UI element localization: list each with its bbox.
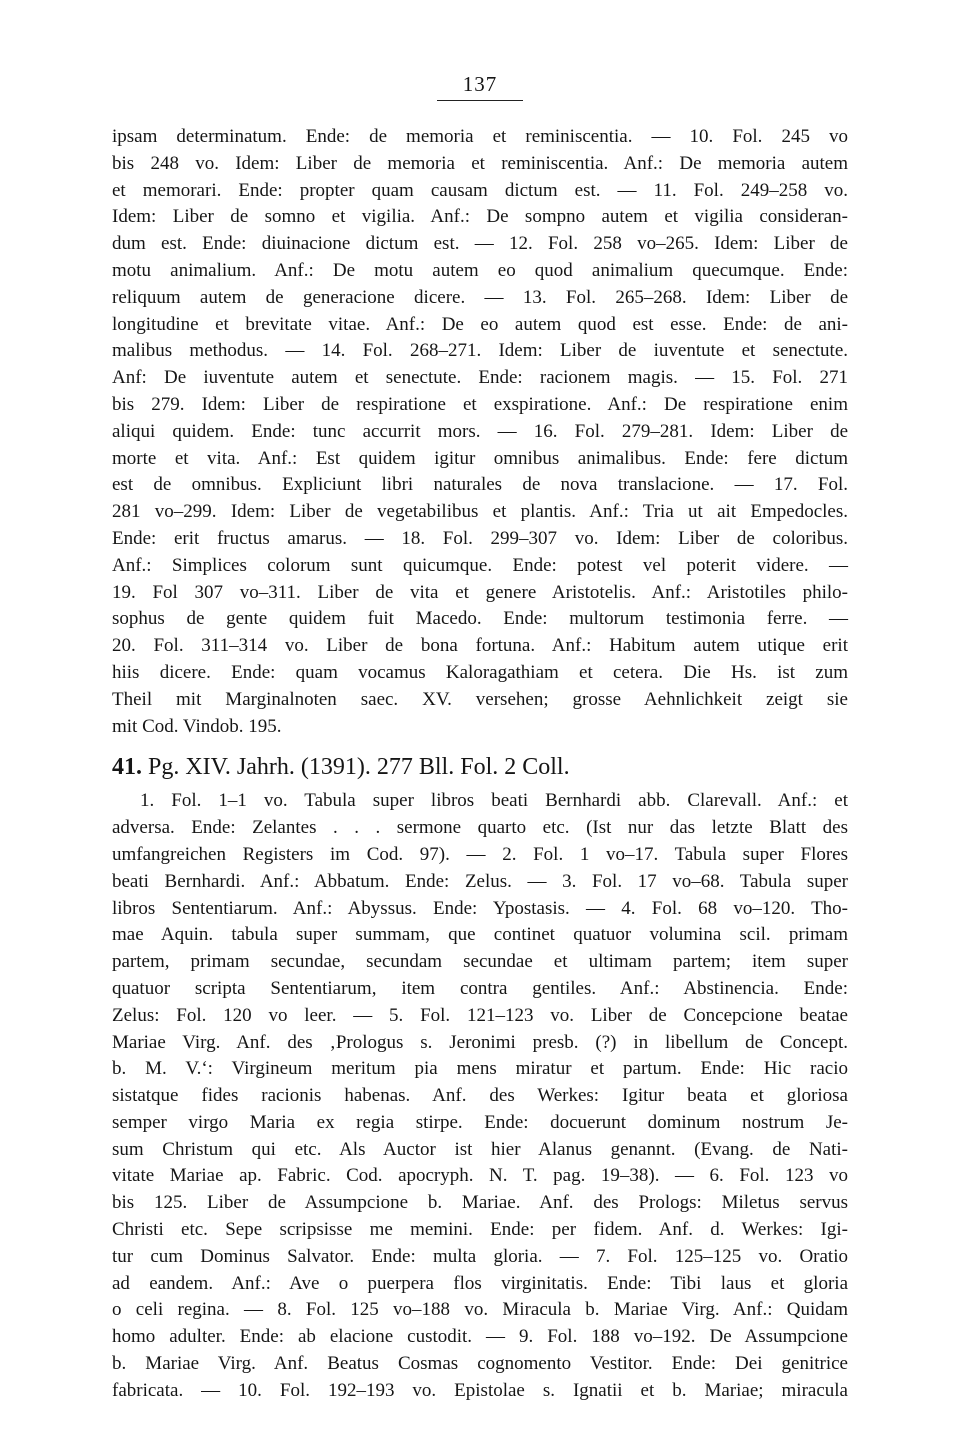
text-line: bis 279. Idem: Liber de respiratione et exspiratione. Anf.: De respiratione enim [112, 393, 848, 415]
text-line: semper virgo Maria ex regia stirpe. Ende: docuerunt dominum nostrum Je- [112, 1111, 848, 1133]
text-line-last: mit Cod. Vindob. 195. [112, 715, 282, 737]
text-line: Theil mit Marginalnoten saec. XV. versehen; grosse Aehnlichkeit zeigt sie [112, 688, 848, 710]
text-line: est de omnibus. Expliciunt libri naturales de nova translacione. — 17. Fol. [112, 474, 848, 496]
text-line: bis 125. Liber de Assumpcione b. Mariae. Anf. des Prologs: Miletus servus [112, 1192, 848, 1214]
manuscript-number: 41. [112, 754, 142, 781]
text-line: 281 vo–299. Idem: Liber de vegetabilibus et plantis. Anf.: Tria ut ait Empedocles. [112, 501, 848, 523]
manuscript-description: Pg. XIV. Jahrh. (1391). 277 Bll. Fol. 2 Coll. [148, 754, 570, 781]
text-line: hiis dicere. Ende: quam vocamus Kaloragathiam et cetera. Die Hs. ist zum [112, 661, 848, 683]
text-line: homo adulter. Ende: ab elacione custodit. — 9. Fol. 188 vo–192. De Assumpcione [112, 1326, 848, 1348]
text-line: Christi etc. Sepe scripsisse me memini. Ende: per fidem. Anf. d. Werkes: Igi- [112, 1219, 848, 1241]
text-line: sophus de gente quidem fuit Macedo. Ende: multorum testimonia ferre. — [112, 608, 848, 630]
text-line: bis 248 vo. Idem: Liber de memoria et reminiscentia. Anf.: De memoria autem [112, 152, 848, 174]
text-line: umfangreichen Registers im Cod. 97). — 2. Fol. 1 vo–17. Tabula super Flores [112, 843, 848, 865]
text-line: quatuor scripta Sententiarum, item contra gentiles. Anf.: Abstinencia. Ende: [112, 977, 848, 999]
text-line: 1. Fol. 1–1 vo. Tabula super libros beati Bernhardi abb. Clarevall. Anf.: et [140, 790, 848, 812]
text-line: partem, primam secundae, secundam secundae et ultimam partem; item super [112, 951, 848, 973]
text-line: longitudine et brevitate vitae. Anf.: De eo autem quod est esse. Ende: de ani- [112, 313, 848, 335]
text-line: aliqui quidem. Ende: tunc accurrit mors. — 16. Fol. 279–281. Idem: Liber de [112, 420, 848, 442]
text-line: Mariae Virg. Anf. des ‚Prologus s. Jeronimi presb. (?) in libellum de Concept. [112, 1031, 848, 1053]
body-text [112, 124, 848, 1405]
text-line: o celi regina. — 8. Fol. 125 vo–188 vo. Miracula b. Mariae Virg. Anf.: Quidam [112, 1299, 848, 1321]
text-line: adversa. Ende: Zelantes . . . sermone quarto etc. (Ist nur das letzte Blatt des [112, 817, 848, 839]
text-line: dum est. Ende: diuinacione dictum est. — 12. Fol. 258 vo–265. Idem: Liber de [112, 233, 848, 255]
text-line: Anf: De iuventute autem et senectute. Ende: racionem magis. — 15. Fol. 271 [112, 367, 848, 389]
text-line: 19. Fol 307 vo–311. Liber de vita et genere Aristotelis. Anf.: Aristotiles philo- [112, 581, 848, 603]
text-line: Idem: Liber de somno et vigilia. Anf.: De sompno autem et vigilia consideran- [112, 206, 848, 228]
paragraph-manuscript-41-contents [112, 788, 848, 1404]
text-line: tur cum Dominus Salvator. Ende: multa gloria. — 7. Fol. 125–125 vo. Oratio [112, 1245, 848, 1267]
text-line: libros Sententiarum. Anf.: Abyssus. Ende: Ypostasis. — 4. Fol. 68 vo–120. Tho- [112, 897, 848, 919]
text-line: et memorari. Ende: propter quam causam dictum est. — 11. Fol. 249–258 vo. [112, 179, 848, 201]
text-line: mae Aquin. tabula super summam, que continet quatuor volumina scil. primam [112, 924, 848, 946]
text-line: Zelus: Fol. 120 vo leer. — 5. Fol. 121–123 vo. Liber de Concepcione beatae [112, 1004, 848, 1026]
text-line: Anf.: Simplices colorum sunt quicumque. Ende: potest vel poterit videre. — [112, 554, 848, 576]
text-line: fabricata. — 10. Fol. 192–193 vo. Epistolae s. Ignatii et b. Mariae; miracula [112, 1379, 848, 1401]
text-line: malibus methodus. — 14. Fol. 268–271. Idem: Liber de iuventute et senectute. [112, 340, 848, 362]
text-line: Ende: erit fructus amarus. — 18. Fol. 299–307 vo. Idem: Liber de coloribus. [112, 527, 848, 549]
text-line: sum Christum qui etc. Als Auctor ist hier Alanus genannt. (Evang. de Nati- [112, 1138, 848, 1160]
text-line: sistatque fides racionis habenas. Anf. des Werkes: Igitur beata et gloriosa [112, 1085, 848, 1107]
text-line: b. Mariae Virg. Anf. Beatus Cosmas cognomento Vestitor. Ende: Dei genitrice [112, 1353, 848, 1375]
text-line: beati Bernhardi. Anf.: Abbatum. Ende: Zelus. — 3. Fol. 17 vo–68. Tabula super [112, 870, 848, 892]
manuscript-heading [112, 752, 848, 782]
text-line: ad eandem. Anf.: Ave o puerpera flos virginitatis. Ende: Tibi laus et gloria [112, 1272, 848, 1294]
text-line: motu animalium. Anf.: De motu autem eo quod animalium quecumque. Ende: [112, 259, 848, 281]
text-line: morte et vita. Anf.: Est quidem igitur omnibus animalibus. Ende: fere dictum [112, 447, 848, 469]
text-line: b. M. V.‘: Virgineum meritum pia mens miratur et partum. Ende: Hic racio [112, 1058, 848, 1080]
text-line: reliquum autem de generacione dicere. — 13. Fol. 265–268. Idem: Liber de [112, 286, 848, 308]
page-number: 137 [437, 72, 523, 101]
text-line: vitate Mariae ap. Fabric. Cod. apocryph. N. T. pag. 19–38). — 6. Fol. 123 vo [112, 1165, 848, 1187]
text-line: ipsam determinatum. Ende: de memoria et reminiscentia. — 10. Fol. 245 vo [112, 126, 848, 147]
paragraph-manuscript-40-contents [112, 124, 848, 740]
text-line: 20. Fol. 311–314 vo. Liber de bona fortuna. Anf.: Habitum autem utique erit [112, 635, 848, 657]
